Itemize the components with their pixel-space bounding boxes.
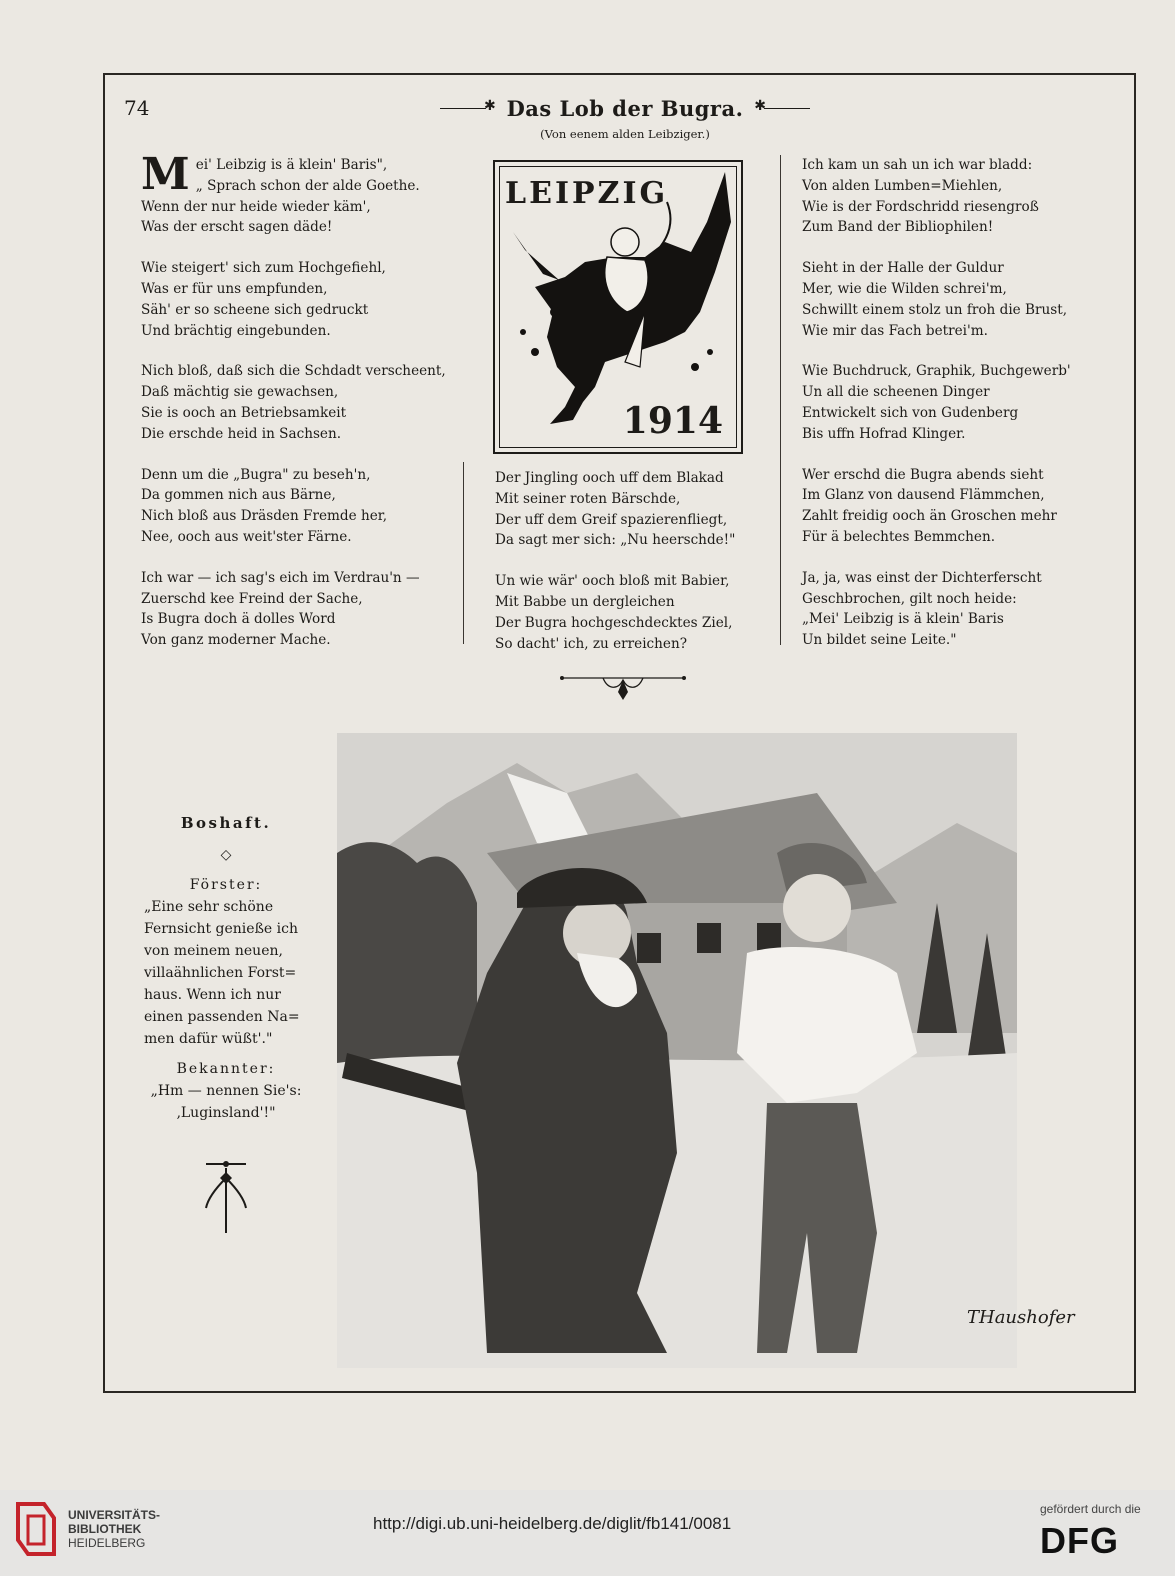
poem-line: Wer erschd die Bugra abends sieht	[802, 466, 1044, 483]
poem-line: Nee, ooch aus weit'ster Färne.	[141, 528, 352, 545]
poem-line: Zum Band der Bibliophilen!	[802, 219, 994, 236]
poem-column-middle	[495, 468, 775, 654]
digital-object-url[interactable]: http://digi.ub.uni-heidelberg.de/diglit/fb141/0081	[373, 1514, 732, 1533]
poem-line: So dacht' ich, zu erreichen?	[495, 635, 687, 652]
diamond-ornament-icon: ◇	[220, 847, 232, 863]
poem-line: Ich kam un sah un ich war bladd:	[802, 157, 1033, 173]
poem-line: Sie is ooch an Betriebsamkeit	[141, 404, 347, 421]
forester-illustration	[337, 733, 1075, 1368]
poem-line: Schwillt einem stolz un froh die Brust,	[802, 301, 1068, 318]
poem-line: Da gommen nich aus Bärne,	[141, 487, 336, 504]
speaker-acquaintance: Bekannter:	[176, 1061, 276, 1077]
poem-line: Wie is der Fordschridd riesengroß	[802, 198, 1039, 215]
speech-line: von meinem neuen,	[144, 943, 283, 959]
leipzig-1914-poster	[493, 160, 743, 454]
poem-line: Ich war — ich sag's eich im Verdrau'n —	[141, 569, 420, 586]
drop-capital: M	[141, 149, 190, 200]
poem-stanza	[802, 465, 1102, 548]
institution-line: BIBLIOTHEK	[68, 1522, 142, 1536]
star-ornament-icon: ✱	[484, 98, 496, 114]
poem-line: Von ganz moderner Mache.	[141, 632, 331, 649]
poem-line: Bis uffn Hofrad Klinger.	[802, 425, 966, 442]
poem-line: Der Jingling ooch uff dem Blakad	[495, 470, 724, 486]
poem-stanza	[802, 361, 1102, 444]
poem-line: Un all die scheenen Dinger	[802, 384, 990, 401]
floral-ornament-icon	[196, 1158, 256, 1238]
poem-line: Zahlt freidig ooch än Groschen mehr	[802, 508, 1057, 525]
poem-line: „ Sprach schon der alde Goethe.	[195, 177, 420, 194]
poem-line: Wie steigert' sich zum Hochgefiehl,	[141, 260, 386, 277]
poem-line: Mit Babbe un dergleichen	[495, 593, 675, 610]
poem-stanza	[802, 155, 1102, 238]
poem-line: Von alden Lumben=Miehlen,	[802, 177, 1003, 194]
poem-line: Daß mächtig sie gewachsen,	[141, 384, 339, 401]
column-divider	[780, 155, 781, 645]
poem-stanza	[141, 361, 461, 444]
decorative-ornament-icon	[558, 668, 688, 702]
poem-line: Nich bloß, daß sich die Schdadt verscheent,	[141, 363, 446, 380]
poster-year: 1914	[622, 400, 723, 442]
poem-line: Die erschde heid in Sachsen.	[141, 425, 342, 442]
column-divider	[463, 462, 464, 644]
poem-line: Mit seiner roten Bärschde,	[495, 490, 681, 507]
university-library-logo-icon	[14, 1498, 58, 1560]
poem-stanza	[141, 149, 461, 238]
poem-line: Im Glanz von dausend Flämmchen,	[802, 487, 1045, 504]
poem-line: ei' Leibzig is ä klein' Baris",	[195, 157, 388, 173]
title-rule-left	[440, 108, 486, 109]
star-ornament-icon: ✱	[754, 98, 766, 114]
poem-line: Was der erscht sagen däde!	[141, 219, 333, 236]
speech-line: ‚Luginsland'!"	[176, 1105, 276, 1121]
speech-line: haus. Wenn ich nur	[144, 987, 281, 1003]
poem-stanza	[802, 258, 1102, 341]
dfg-logo: DFG	[1040, 1520, 1119, 1561]
poem-line: Wie mir das Fach betrei'm.	[802, 322, 988, 339]
page-subtitle: (Von eenem alden Leibziger.)	[540, 127, 710, 141]
title-rule-right	[764, 108, 810, 109]
poem-line: Un bildet seine Leite."	[802, 632, 957, 649]
institution-line: HEIDELBERG	[68, 1536, 146, 1550]
poster-word: LEIPZIG	[505, 176, 669, 211]
page-title: Das Lob der Bugra.	[506, 96, 744, 121]
poem-line: Un wie wär' ooch bloß mit Babier,	[495, 573, 730, 590]
poem-line: Zuerschd kee Freind der Sache,	[141, 590, 363, 607]
poem-line: Was er für uns empfunden,	[141, 280, 328, 297]
poem-column-right	[802, 155, 1102, 651]
poem-line: Ja, ja, was einst der Dichterferscht	[802, 569, 1042, 586]
speaker-forester: Förster:	[189, 877, 263, 893]
institution-name	[68, 1508, 160, 1550]
poem-line: Sieht in der Halle der Guldur	[802, 260, 1004, 277]
speech-line: men dafür wüßt'."	[144, 1031, 273, 1047]
speech-line: villaähnlichen Forst=	[144, 965, 297, 981]
poem-line: Wenn der nur heide wieder käm',	[141, 198, 371, 215]
poem-line: Säh' er so scheene sich gedruckt	[141, 301, 369, 318]
speech-line: einen passenden Na=	[144, 1009, 300, 1025]
poem-line: Geschbrochen, gilt noch heide:	[802, 590, 1017, 607]
poem-line: Entwickelt sich von Gudenberg	[802, 404, 1019, 421]
poem-stanza	[495, 468, 775, 551]
poem-line: Der Bugra hochgeschdecktes Ziel,	[495, 614, 733, 631]
poem-stanza	[495, 571, 775, 654]
poem-stanza	[141, 568, 461, 651]
speech-line: „Hm — nennen Sie's:	[150, 1083, 302, 1099]
boshaft-anecdote	[140, 812, 312, 1245]
poem-column-left	[141, 149, 461, 651]
poem-line: Nich bloß aus Dräsden Fremde her,	[141, 508, 388, 525]
poem-line: Da sagt mer sich: „Nu heerschde!"	[495, 532, 736, 549]
poem-line: Denn um die „Bugra" zu beseh'n,	[141, 466, 371, 483]
poem-line: Der uff dem Greif spazierenfliegt,	[495, 511, 728, 528]
funding-note: gefördert durch die	[1040, 1502, 1141, 1516]
poem-stanza	[141, 465, 461, 548]
poem-line: Für ä belechtes Bemmchen.	[802, 528, 996, 545]
speech-line: Fernsicht genieße ich	[144, 921, 298, 937]
poem-line: Is Bugra doch ä dolles Word	[141, 611, 336, 628]
poem-stanza	[141, 258, 461, 341]
digitization-footer	[0, 1490, 1175, 1576]
title-row	[440, 96, 810, 122]
poem-line: „Mei' Leibzig is ä klein' Baris	[802, 611, 1004, 628]
institution-line: UNIVERSITÄTS-	[68, 1508, 161, 1522]
page-number: 74	[124, 96, 150, 120]
poem-stanza	[802, 568, 1102, 651]
svg-text:THaushofer: THaushofer	[967, 1307, 1075, 1328]
illustration-scene	[337, 733, 1075, 1368]
anecdote-heading: Boshaft.	[180, 814, 272, 832]
poem-line: Mer, wie die Wilden schrei'm,	[802, 280, 1007, 297]
poem-line: Und brächtig eingebunden.	[141, 322, 331, 339]
poem-line: Wie Buchdruck, Graphik, Buchgewerb'	[802, 363, 1071, 380]
speech-line: „Eine sehr schöne	[144, 899, 274, 915]
